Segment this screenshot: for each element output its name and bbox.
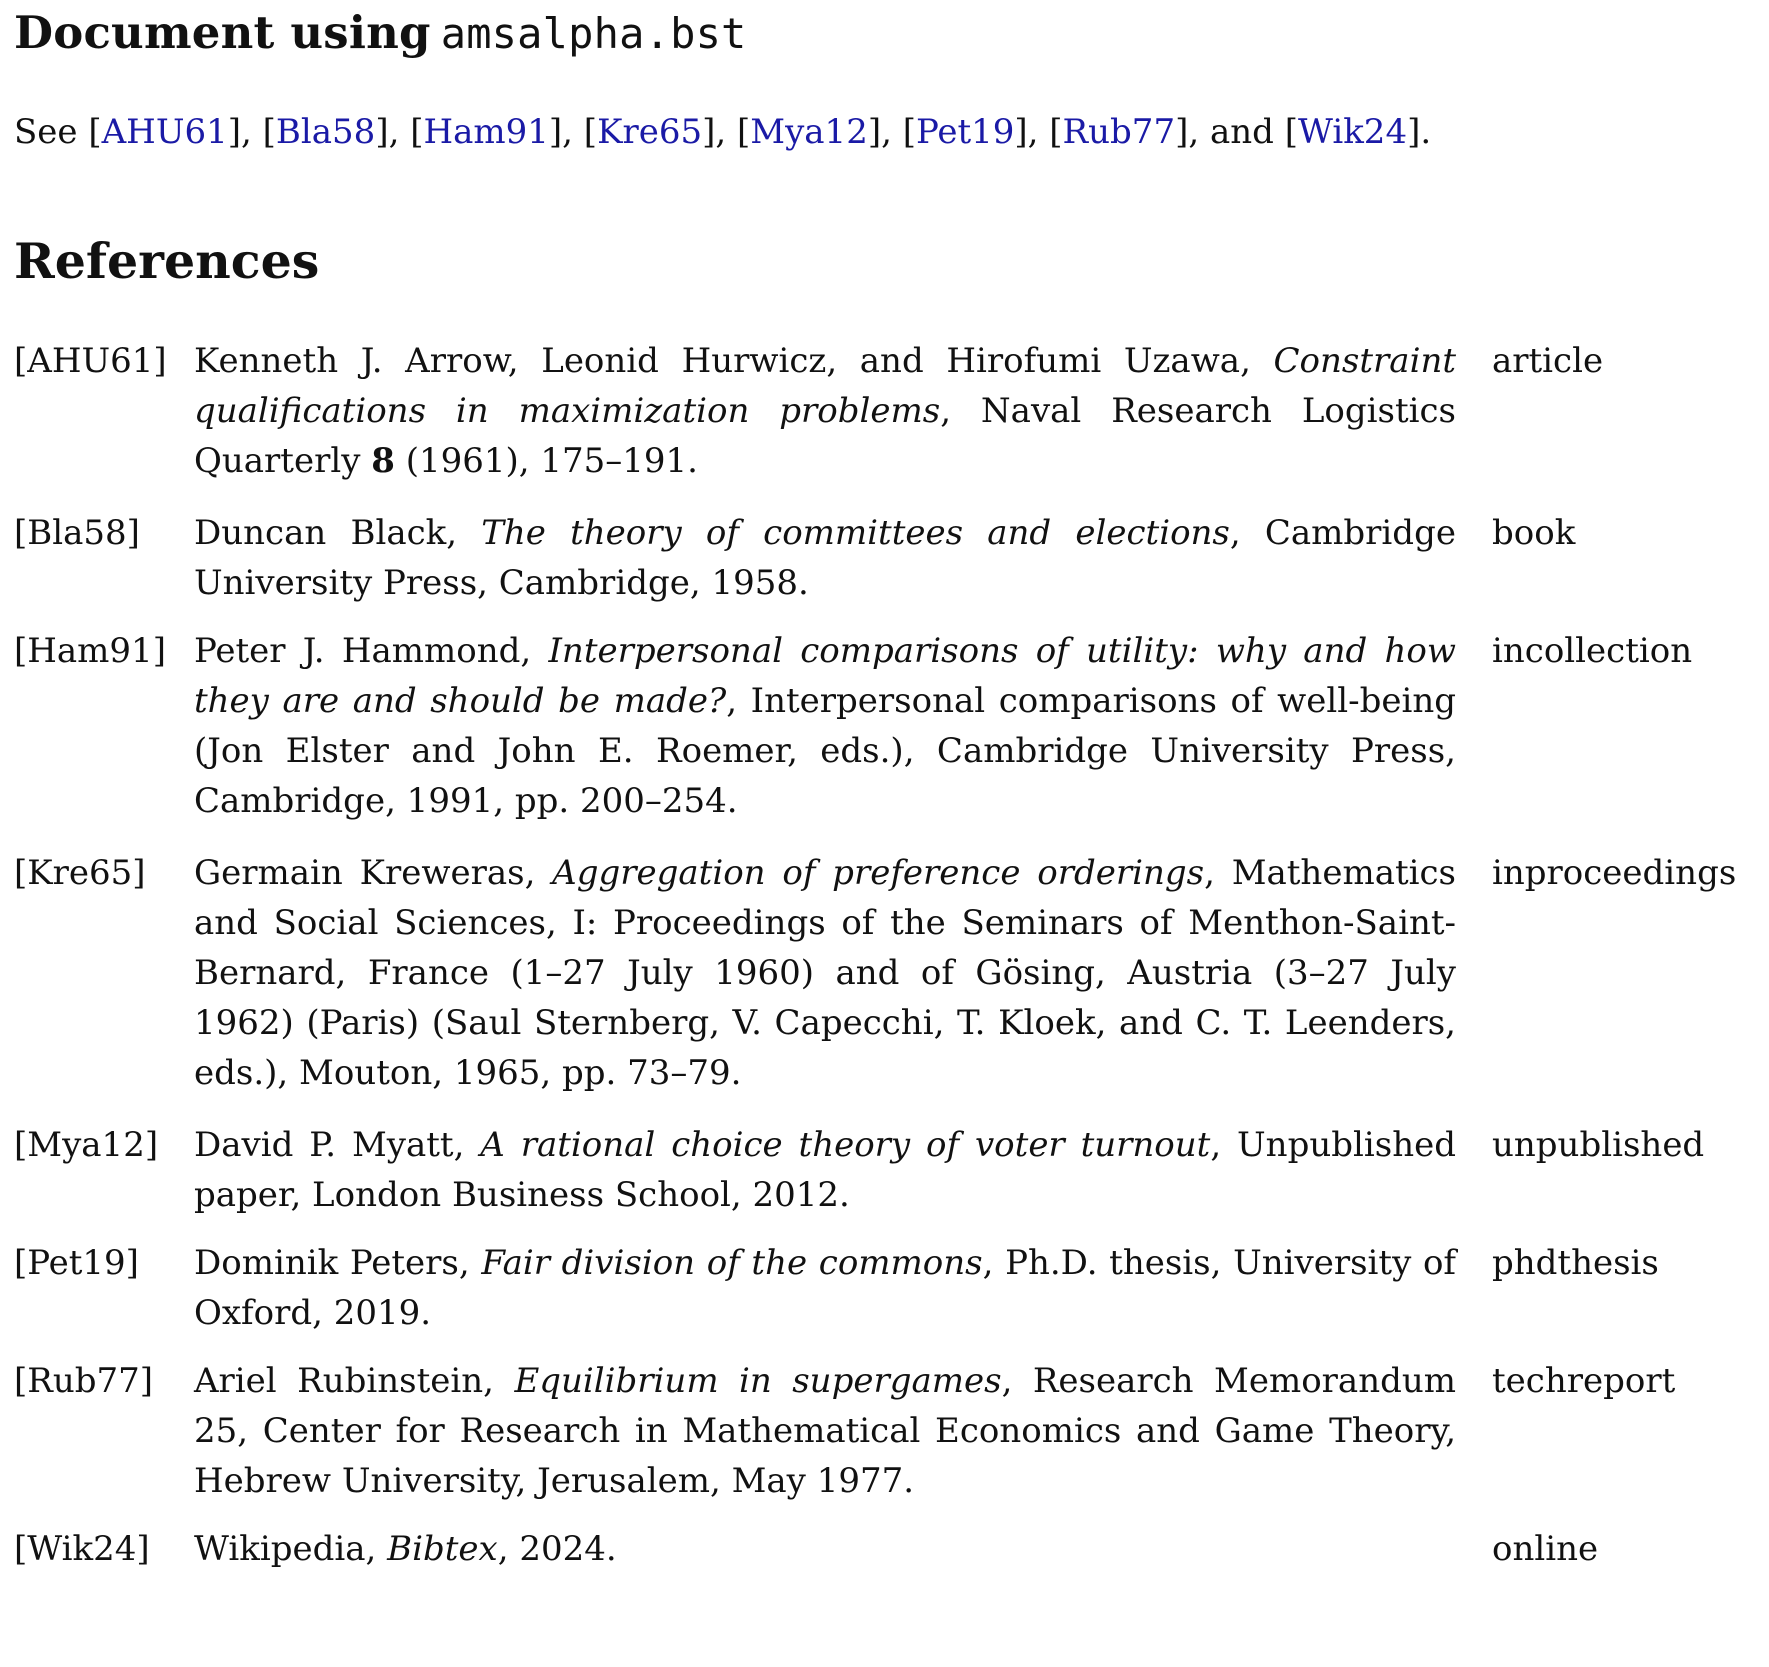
- bib-volume: 8: [371, 441, 395, 481]
- bib-title: Constraint qualifications in maximization problems: [194, 341, 1456, 431]
- bib-title: Bibtex: [387, 1529, 498, 1569]
- citation-link[interactable]: Pet19: [915, 112, 1015, 152]
- bib-entry-type: book: [1492, 513, 1576, 553]
- bib-title: A rational choice theory of voter turnout: [480, 1125, 1211, 1165]
- bib-label: [Bla58]: [14, 513, 140, 553]
- page-title: [14, 6, 747, 59]
- bib-title: The theory of committees and elections: [481, 513, 1230, 553]
- bibliography-list: [14, 336, 1754, 1574]
- citation-link[interactable]: Wik24: [1297, 112, 1408, 152]
- bib-text: Dominik Peters, Fair division of the commons, Ph.D. thesis, University of Oxford, 2019.: [194, 1243, 1456, 1333]
- title-filename: amsalpha.bst: [440, 9, 747, 58]
- bib-entry-ham91: [14, 626, 1754, 826]
- bib-entry-type: techreport: [1492, 1361, 1676, 1401]
- bib-entry-type: phdthesis: [1492, 1243, 1659, 1283]
- conjunction: and: [1209, 112, 1274, 152]
- bib-label: [Wik24]: [14, 1529, 150, 1569]
- title-text: Document using: [14, 6, 431, 59]
- bib-title: Equilibrium in supergames: [514, 1361, 1002, 1401]
- citation-link[interactable]: Kre65: [597, 112, 703, 152]
- bib-entry-wik24: [14, 1524, 1754, 1574]
- bib-label: [Pet19]: [14, 1243, 139, 1283]
- bib-entry-pet19: [14, 1238, 1754, 1338]
- citation-link[interactable]: Bla58: [275, 112, 376, 152]
- citation-link[interactable]: Ham91: [423, 112, 549, 152]
- bib-label: [Mya12]: [14, 1125, 159, 1165]
- citation-link[interactable]: Mya12: [750, 112, 868, 152]
- bib-text: Wikipedia, Bibtex, 2024.: [194, 1529, 617, 1569]
- bib-label: [Rub77]: [14, 1361, 154, 1401]
- bib-entry-kre65: [14, 848, 1754, 1098]
- bib-title: Interpersonal comparisons of utility: why and how they are and should be made?: [194, 631, 1456, 721]
- bib-label: [AHU61]: [14, 341, 167, 381]
- bib-entry-ahu61: [14, 336, 1754, 486]
- bib-entry-rub77: [14, 1356, 1754, 1506]
- references-heading: References: [14, 232, 320, 290]
- see-prefix: See: [14, 112, 78, 152]
- bib-text: Ariel Rubinstein, Equilibrium in supergames, Research Memorandum 25, Center for Research in Mathematical Economics and Game Theory, Hebrew University, Jerusalem, May 1977.: [194, 1361, 1456, 1501]
- citation-sentence: See [AHU61], [Bla58], [Ham91], [Kre65], [Mya12], [Pet19], [Rub77], and [Wik24].: [14, 112, 1432, 152]
- bib-entry-bla58: [14, 508, 1754, 608]
- bib-entry-type: inproceedings: [1492, 853, 1737, 893]
- bib-text: Peter J. Hammond, Interpersonal comparisons of utility: why and how they are and should be made?, Interpersonal comparisons of well-being (Jon Elster and John E. Roemer, eds.), Cambridge University Press, Cambridge, 1991, pp. 200–254.: [194, 631, 1457, 821]
- bib-label: [Kre65]: [14, 853, 146, 893]
- bib-entry-type: incollection: [1492, 631, 1693, 671]
- bib-title: Fair division of the commons: [481, 1243, 983, 1283]
- bib-entry-type: online: [1492, 1529, 1599, 1569]
- bib-text: Germain Kreweras, Aggregation of preference orderings, Mathematics and Social Sciences, I: Proceedings of the Seminars of Menthon-Saint-Bernard, France (1–27 July 1960) and of Gösing, Austria (3–27 July 1962) (Paris) (Saul Sternberg, V. Capecchi, T. Kloek, and C. T. Leenders, eds.), Mouton, 1965, pp. 73–79.: [194, 853, 1456, 1093]
- bib-title: Aggregation of preference orderings: [552, 853, 1205, 893]
- bib-label: [Ham91]: [14, 631, 166, 671]
- bib-text: David P. Myatt, A rational choice theory of voter turnout, Unpublished paper, London Business School, 2012.: [194, 1125, 1456, 1215]
- citation-link[interactable]: AHU61: [101, 112, 228, 152]
- bib-text: Duncan Black, The theory of committees and elections, Cambridge University Press, Cambridge, 1958.: [194, 513, 1456, 603]
- citation-link[interactable]: Rub77: [1062, 112, 1176, 152]
- bib-entry-type: unpublished: [1492, 1125, 1705, 1165]
- bib-text: Kenneth J. Arrow, Leonid Hurwicz, and Hirofumi Uzawa, Constraint qualifications in maximization problems, Naval Research Logistics Quarterly 8 (1961), 175–191.: [194, 341, 1457, 481]
- bib-entry-type: article: [1492, 341, 1604, 381]
- bib-entry-mya12: [14, 1120, 1754, 1220]
